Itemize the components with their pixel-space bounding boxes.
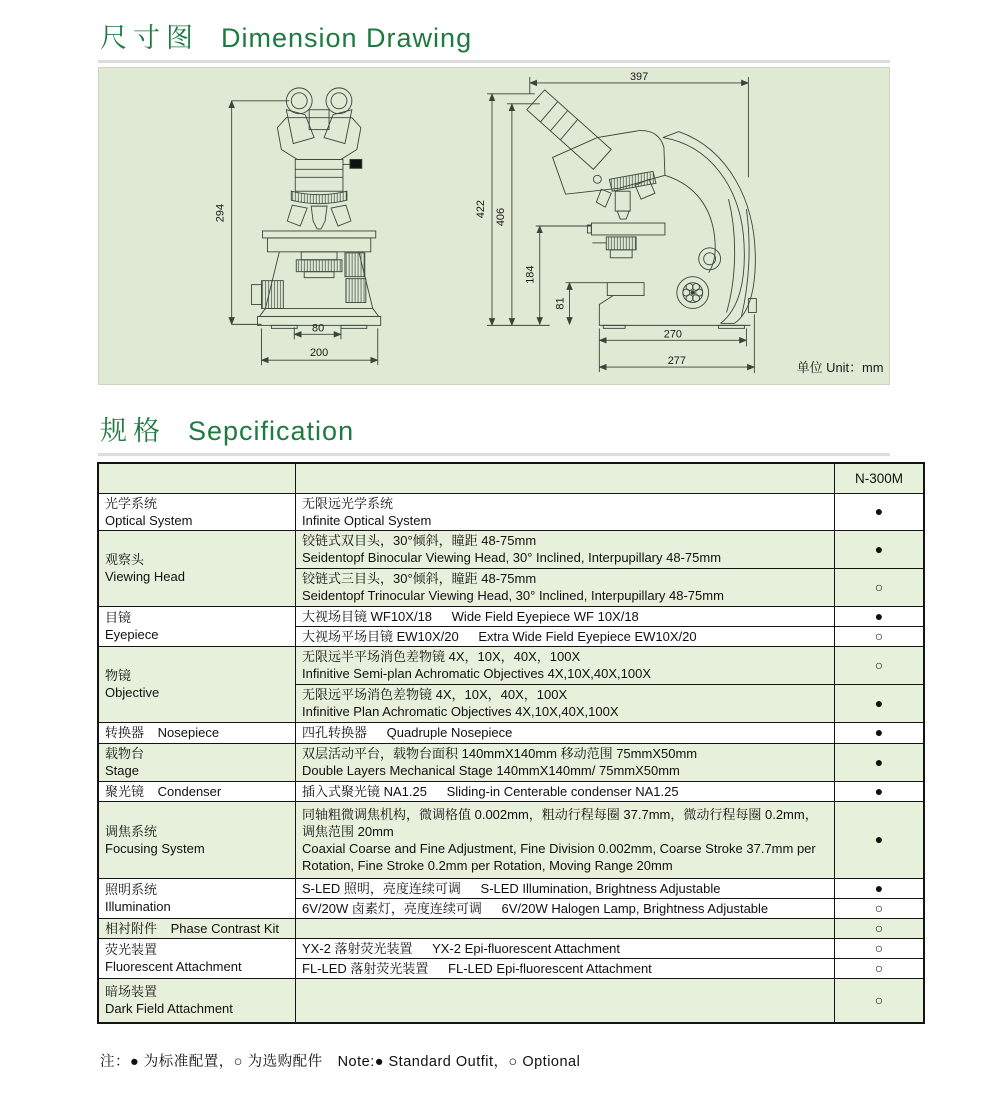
spec-mark-cell: ○: [835, 898, 925, 918]
dim-front-base-width: 200: [309, 347, 329, 360]
spec-desc-cell: S-LED 照明，亮度连续可调 S-LED Illumination, Brightness Adjustable: [296, 878, 835, 898]
spec-label-cell: 光学系统 Optical System: [98, 493, 296, 530]
table-row: [98, 878, 924, 898]
spec-mark-cell: ○: [835, 626, 925, 646]
spec-mark-cell: ○: [835, 958, 925, 978]
spec-mark-cell: ○: [835, 568, 925, 606]
table-row: [98, 801, 924, 878]
spec-desc-cell: [296, 978, 835, 1023]
spec-table: [97, 462, 925, 1024]
dim-side-lower-height: 81: [554, 297, 567, 310]
table-header-row: [98, 463, 924, 493]
spec-mark-cell: ●: [835, 606, 925, 626]
table-row: [98, 743, 924, 781]
title-divider: [98, 453, 890, 456]
spec-desc-cell: [296, 918, 835, 938]
spec-title-en: Sepcification: [188, 416, 355, 446]
spec-mark-cell: ●: [835, 781, 925, 801]
spec-desc-cell: 铰链式双目头，30°倾斜，瞳距 48-75mm Seidentopf Binocular Viewing Head, 30° Inclined, Interpupillary 48-75mm: [296, 530, 835, 568]
spec-desc-cell: 无限远光学系统 Infinite Optical System: [296, 493, 835, 530]
model-header-cell: N-300M: [835, 463, 925, 493]
spec-label-cell: 转换器 Nosepiece: [98, 722, 296, 743]
spec-desc-cell: FL-LED 落射荧光装置 FL-LED Epi-fluorescent Attachment: [296, 958, 835, 978]
spec-desc-cell: 四孔转换器 Quadruple Nosepiece: [296, 722, 835, 743]
header-empty-cell: [98, 463, 296, 493]
spec-mark-cell: ○: [835, 918, 925, 938]
dim-side-stage-height: 184: [524, 265, 537, 284]
table-row: [98, 606, 924, 626]
spec-label-cell: 调焦系统 Focusing System: [98, 801, 296, 878]
spec-mark-cell: ○: [835, 978, 925, 1023]
dim-side-total-height: 422: [475, 199, 488, 219]
spec-mark-cell: ●: [835, 722, 925, 743]
spec-mark-cell: ○: [835, 938, 925, 958]
spec-desc-cell: 大视场目镜 WF10X/18 Wide Field Eyepiece WF 10X/18: [296, 606, 835, 626]
spec-mark-cell: ●: [835, 530, 925, 568]
spec-label-cell: 观察头 Viewing Head: [98, 530, 296, 606]
table-row: [98, 978, 924, 1023]
spec-mark-cell: ●: [835, 743, 925, 781]
dim-side-eyepiece-height: 406: [494, 207, 507, 227]
dimension-drawing-svg: [99, 68, 889, 384]
table-row: [98, 722, 924, 743]
table-row: [98, 781, 924, 801]
dimension-labels: [215, 71, 884, 375]
dimension-title-en: Dimension Drawing: [221, 23, 473, 53]
side-view: [487, 77, 756, 373]
spec-desc-cell: 双层活动平台，载物台面积 140mmX140mm 移动范围 75mmX50mm Double Layers Mechanical Stage 140mmX140mm/ 75mmX50mm: [296, 743, 835, 781]
table-row: [98, 530, 924, 568]
spec-label-cell: 聚光镜 Condenser: [98, 781, 296, 801]
spec-label-cell: 照明系统 Illumination: [98, 878, 296, 918]
spec-label-cell: 载物台 Stage: [98, 743, 296, 781]
dim-side-depth-top: 397: [629, 70, 649, 83]
legend-note: 注：● 为标准配置，○ 为选购配件 Note:● Standard Outfit，○ Optional: [100, 1054, 581, 1070]
dimension-drawing-panel: [98, 67, 890, 385]
spec-mark-cell: ●: [835, 801, 925, 878]
spec-mark-cell: ●: [835, 878, 925, 898]
spec-desc-cell: YX-2 落射荧光装置 YX-2 Epi-fluorescent Attachment: [296, 938, 835, 958]
specification-title: [100, 409, 990, 448]
dim-front-inner-width: 80: [312, 322, 325, 335]
spec-label-cell: 荧光装置 Fluorescent Attachment: [98, 938, 296, 978]
table-row: [98, 646, 924, 684]
spec-label-cell: 相衬附件 Phase Contrast Kit: [98, 918, 296, 938]
spec-mark-cell: ○: [835, 646, 925, 684]
spec-mark-cell: ●: [835, 493, 925, 530]
spec-title-zh: 规格: [100, 416, 166, 446]
spec-label-cell: 目镜 Eyepiece: [98, 606, 296, 646]
header-empty-cell: [296, 463, 835, 493]
spec-desc-cell: 大视场平场目镜 EW10X/20 Extra Wide Field Eyepiece EW10X/20: [296, 626, 835, 646]
dim-side-overall-depth: 277: [667, 355, 686, 368]
dimension-drawing-title: [100, 16, 990, 55]
spec-label-cell: 暗场装置 Dark Field Attachment: [98, 978, 296, 1023]
dim-front-height: 294: [214, 203, 227, 223]
table-row: [98, 938, 924, 958]
table-row: [98, 493, 924, 530]
front-view: [232, 88, 381, 365]
table-row: [98, 918, 924, 938]
dim-side-base-depth: 270: [663, 328, 682, 341]
tube-knob: [350, 159, 362, 168]
spec-desc-cell: 6V/20W 卤素灯，亮度连续可调 6V/20W Halogen Lamp, Brightness Adjustable: [296, 898, 835, 918]
unit-label: 单位 Unit：mm: [796, 360, 884, 376]
spec-mark-cell: ●: [835, 684, 925, 722]
spec-label-cell: 物镜 Objective: [98, 646, 296, 722]
spec-desc-cell: 铰链式三目头，30°倾斜，瞳距 48-75mm Seidentopf Trinocular Viewing Head, 30° Inclined, Interpupillary 48-75mm: [296, 568, 835, 606]
title-divider: [98, 60, 890, 63]
spec-desc-cell: 无限远半平场消色差物镜 4X，10X，40X，100X Infinitive Semi-plan Achromatic Objectives 4X,10X,40X,100X: [296, 646, 835, 684]
spec-desc-cell: 同轴粗微调焦机构，微调格值 0.002mm，粗动行程每圈 37.7mm，微动行程每圈 0.2mm，调焦范围 20mm Coaxial Coarse and Fine Adjustment, Fine Division 0.002mm, Coarse Stroke 37.7mm per Rotation, Fine Stroke 0.2mm per Rotation, Moving Range 20mm: [296, 801, 835, 878]
spec-desc-cell: 无限远平场消色差物镜 4X，10X，40X，100X Infinitive Plan Achromatic Objectives 4X,10X,40X,100X: [296, 684, 835, 722]
spec-desc-cell: 插入式聚光镜 NA1.25 Sliding-in Centerable condenser NA1.25: [296, 781, 835, 801]
dimension-title-zh: 尺寸图: [100, 23, 199, 53]
